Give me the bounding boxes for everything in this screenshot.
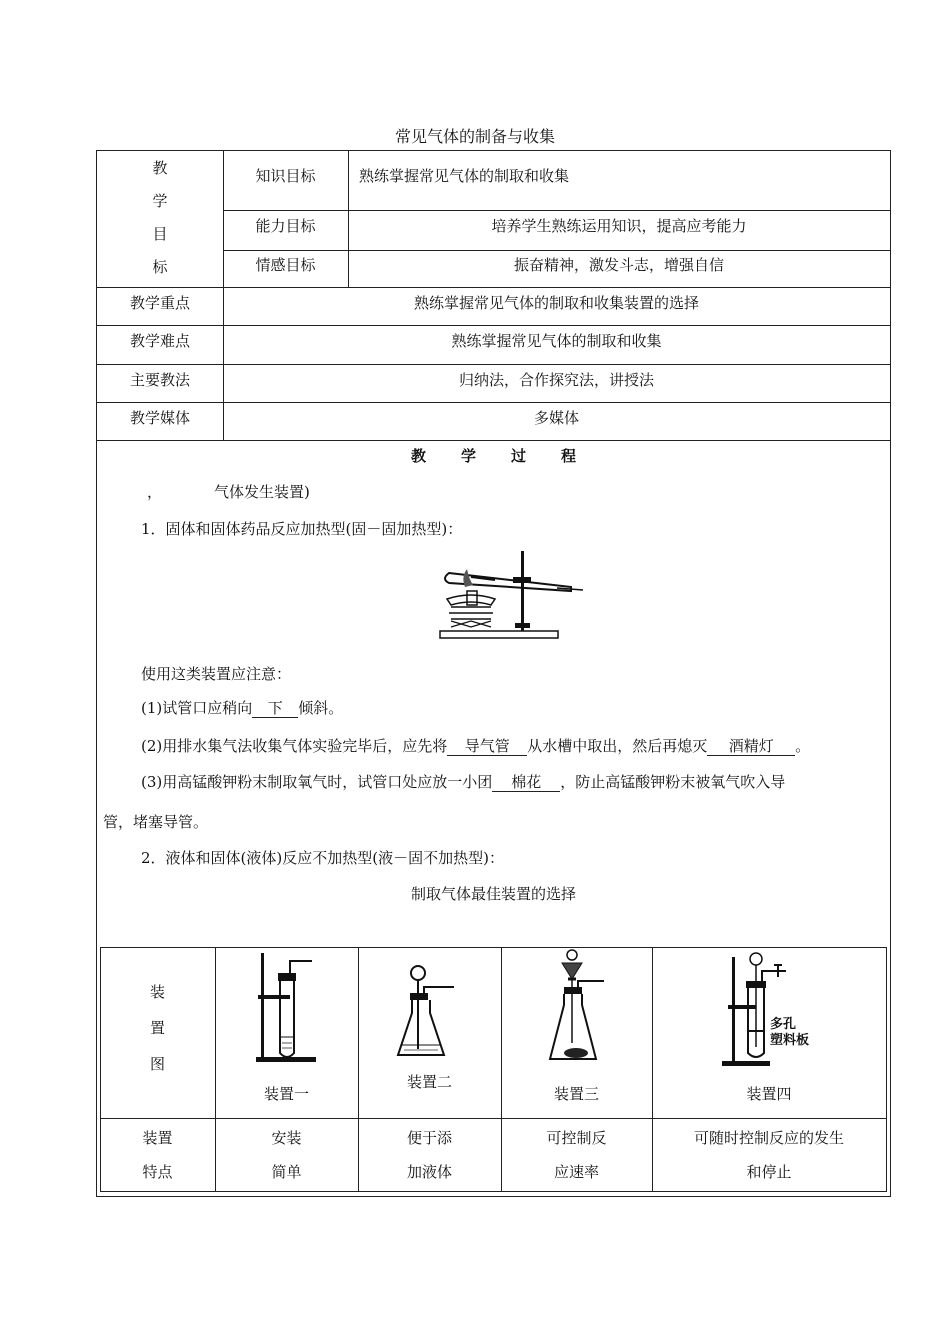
- device-3-figure: [542, 947, 618, 1065]
- stray-comma: ，: [147, 483, 163, 501]
- solid-heating-apparatus-figure: [437, 547, 587, 641]
- item-2: 2．液体和固体(液体)反应不加热型(液－固不加热型)：: [141, 849, 504, 867]
- difficulty-label: 教学难点: [129, 332, 190, 350]
- item-1: 1．固体和固体药品反应加热型(固－固加热型)：: [141, 520, 463, 538]
- media-label: 教学媒体: [129, 409, 190, 427]
- ability-label: 能力目标: [255, 217, 316, 235]
- ability-text: 培养学生熟练运用知识，提高应考能力: [491, 217, 747, 235]
- lesson-plan-table: 教 学 目 标 知识目标 熟练掌握常见气体的制取和收集 能力目标 培养学生熟练运用知识，提高应考能力 情感目标 振奋精神，激发斗志，增强自信 教学重点 熟练掌握常见气体的制取和收集装置的选择 教学难点 熟练掌握常见气体的制取和收集 主要教法 归纳法，合作探究法，讲授法 教学媒体 多媒体 教 学 过 程 ， 气体发生装置) 1．固体和固体药品反应加热型(固－固加热型)： 使用这类装置应注意： (1)试管口应稍向 下 倾斜。 (2)用排水集气法收集气体实验完毕后，应先将 导气管 从水槽中取出，然后再熄灭 酒精灯 。 (3)用高锰酸钾粉末制取氧气时，试管口处应放一小团 棉花 ，防止高锰酸钾粉末被氧气吹入导 管，堵塞导管。 2．液体和固体(液体)反应不加热型(液－固不加热型)： 制取气体最佳装置的选择 装 置 图 装置一 装置二 装置三 多孔 塑料板 装置四 装置 特点 安装 简单 便于添 加液体 可控制反 应速率 可随时控制反应的发生 和停止: [96, 150, 891, 1197]
- method-label: 主要教法: [129, 371, 190, 389]
- method-text: 归纳法，合作探究法，讲授法: [458, 371, 654, 389]
- note-1-answer: 下: [252, 700, 298, 718]
- note-2-answer-2: 酒精灯: [707, 738, 795, 756]
- section-heading: 气体发生装置): [214, 483, 310, 501]
- page-title: 常见气体的制备与收集: [394, 127, 555, 146]
- note-3: (3)用高锰酸钾粉末制取氧气时，试管口处应放一小团 棉花 ，防止高锰酸钾粉末被氧气吹入导: [141, 773, 786, 791]
- device-3-name: 装置三: [553, 1085, 599, 1103]
- note-3-answer: 棉花: [492, 774, 560, 792]
- best-apparatus-title: 制取气体最佳装置的选择: [410, 885, 576, 903]
- device-1-figure: [250, 949, 330, 1063]
- media-text: 多媒体: [533, 409, 579, 427]
- key-point-label: 教学重点: [129, 294, 190, 312]
- emotion-label: 情感目标: [255, 256, 316, 274]
- emotion-text: 振奋精神，激发斗志，增强自信: [513, 256, 724, 274]
- device-2-figure: [396, 957, 472, 1061]
- note-2-answer-1: 导气管: [447, 738, 527, 756]
- note-3-continued: 管，堵塞导管。: [103, 813, 209, 831]
- device-4-name: 装置四: [746, 1085, 792, 1103]
- device-2-name: 装置二: [406, 1073, 452, 1091]
- apparatus-table: 装 置 图 装置一 装置二 装置三 多孔 塑料板 装置四 装置 特点 安装 简单 便于添 加液体 可控制反 应速率 可随时控制反应的发生 和停止: [100, 947, 886, 1192]
- key-point-text: 熟练掌握常见气体的制取和收集装置的选择: [413, 294, 699, 312]
- difficulty-text: 熟练掌握常见气体的制取和收集: [451, 332, 662, 350]
- note-1: (1)试管口应稍向 下 倾斜。: [141, 699, 344, 717]
- note-2: (2)用排水集气法收集气体实验完毕后，应先将 导气管 从水槽中取出，然后再熄灭 酒精灯 。: [141, 737, 811, 755]
- notes-intro: 使用这类装置应注意：: [141, 665, 292, 683]
- device-1-name: 装置一: [263, 1085, 309, 1103]
- knowledge-text: 熟练掌握常见气体的制取和收集: [359, 167, 570, 185]
- knowledge-label: 知识目标: [255, 167, 316, 185]
- device-4-figure: [720, 947, 800, 1067]
